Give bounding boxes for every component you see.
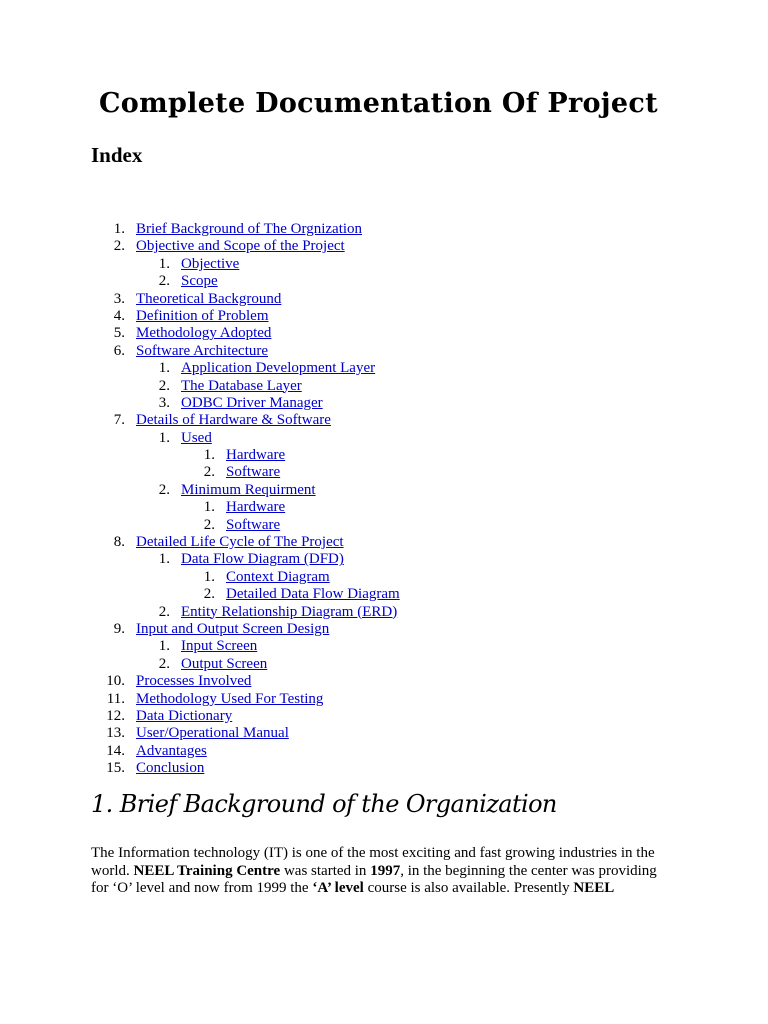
section-body <box>91 845 671 898</box>
toc-item <box>0 464 768 481</box>
toc-link[interactable]: Conclusion <box>136 760 205 777</box>
toc-item <box>0 291 768 308</box>
toc-link[interactable]: Brief Background of The Orgnization <box>136 221 363 237</box>
toc-item <box>0 673 768 690</box>
toc-item-number: 11. <box>106 690 125 707</box>
document-title: Complete Documentation Of Project <box>99 88 658 119</box>
toc-item <box>0 447 768 464</box>
toc-item-number: 2. <box>203 516 215 533</box>
toc-link[interactable]: Detailed Life Cycle of The Project <box>136 534 344 551</box>
body-text-run: course is also available. Presently <box>363 880 574 896</box>
toc-link[interactable]: Data Flow Diagram (DFD) <box>181 551 344 568</box>
toc-link[interactable]: Used <box>181 429 212 446</box>
toc-link[interactable]: Hardware <box>226 447 286 464</box>
toc-item-number: 1. <box>203 499 215 516</box>
toc-link[interactable]: Objective <box>181 255 240 272</box>
toc-link[interactable]: Data Dictionary <box>136 707 233 724</box>
toc-item-number: 12. <box>106 707 125 724</box>
toc-item <box>0 308 768 325</box>
index-heading: Index <box>91 143 143 167</box>
toc-item-number: 8. <box>113 534 125 551</box>
toc-item <box>0 569 768 586</box>
toc-item <box>0 604 768 621</box>
toc-item <box>0 760 768 777</box>
toc-item-number: 1. <box>158 638 170 655</box>
toc-item <box>0 221 768 238</box>
toc-item <box>0 482 768 499</box>
course-level: ‘A’ level <box>312 880 364 896</box>
org-short-name: NEEL <box>573 880 615 896</box>
toc-item-number: 2. <box>158 603 170 620</box>
toc-item-number: 10. <box>106 673 125 690</box>
toc-item-number: 2. <box>158 481 170 498</box>
toc-item-number: 1. <box>158 429 170 446</box>
toc-link[interactable]: The Database Layer <box>181 377 302 394</box>
toc-link[interactable]: Methodology Used For Testing <box>136 690 324 707</box>
toc-item-number: 2. <box>203 464 215 481</box>
toc-item <box>0 517 768 534</box>
toc-item <box>0 273 768 290</box>
toc-link[interactable]: Theoretical Background <box>136 290 282 307</box>
table-of-contents <box>0 221 768 778</box>
toc-item-number: 1. <box>158 551 170 568</box>
toc-item-number: 1. <box>113 221 125 237</box>
toc-link[interactable]: ODBC Driver Manager <box>181 394 323 411</box>
toc-link[interactable]: Methodology Adopted <box>136 325 272 342</box>
org-name: NEEL Training Centre <box>133 862 281 879</box>
toc-item-number: 7. <box>113 412 125 429</box>
toc-link[interactable]: Software <box>226 464 281 481</box>
toc-item <box>0 256 768 273</box>
toc-item <box>0 638 768 655</box>
toc-item <box>0 238 768 255</box>
section-heading: 1. Brief Background of the Organization <box>91 790 557 818</box>
toc-link[interactable]: Detailed Data Flow Diagram <box>226 586 400 603</box>
toc-link[interactable]: Input and Output Screen Design <box>136 620 330 637</box>
toc-item-number: 2. <box>158 377 170 394</box>
toc-link[interactable]: Application Development Layer <box>181 360 376 377</box>
toc-link[interactable]: User/Operational Manual <box>136 725 289 742</box>
toc-item-number: 9. <box>113 620 125 637</box>
toc-item-number: 2. <box>113 238 125 255</box>
toc-item-number: 3. <box>158 394 170 411</box>
body-text-run: The Information technology (IT) is one of the most exciting and fast growing industries in the world. <box>91 845 655 879</box>
toc-item-number: 1. <box>158 255 170 272</box>
toc-item-number: 3. <box>113 290 125 307</box>
toc-item <box>0 691 768 708</box>
toc-item <box>0 534 768 551</box>
toc-link[interactable]: Software <box>226 516 281 533</box>
founding-year: 1997 <box>370 862 401 879</box>
toc-item <box>0 325 768 342</box>
toc-link[interactable]: Entity Relationship Diagram (ERD) <box>181 603 398 620</box>
toc-item <box>0 360 768 377</box>
toc-item-number: 1. <box>203 447 215 464</box>
toc-link[interactable]: Minimum Requirment <box>181 481 316 498</box>
toc-item-number: 13. <box>106 725 125 742</box>
body-text-run: was started in <box>280 862 371 879</box>
toc-item-number: 4. <box>113 307 125 324</box>
toc-item <box>0 725 768 742</box>
toc-item <box>0 499 768 516</box>
toc-item-number: 6. <box>113 342 125 359</box>
toc-item <box>0 621 768 638</box>
toc-link[interactable]: Scope <box>181 273 218 290</box>
toc-link[interactable]: Details of Hardware & Software <box>136 412 331 429</box>
toc-link[interactable]: Output Screen <box>181 655 268 672</box>
toc-link[interactable]: Context Diagram <box>226 568 330 585</box>
toc-item <box>0 430 768 447</box>
toc-item-number: 2. <box>158 273 170 290</box>
toc-link[interactable]: Advantages <box>136 742 207 759</box>
toc-link[interactable]: Input Screen <box>181 638 258 655</box>
toc-item <box>0 343 768 360</box>
toc-item <box>0 743 768 760</box>
toc-item-number: 2. <box>158 655 170 672</box>
toc-link[interactable]: Software Architecture <box>136 342 269 359</box>
toc-item-number: 2. <box>203 586 215 603</box>
toc-item <box>0 656 768 673</box>
toc-item <box>0 412 768 429</box>
toc-link[interactable]: Objective and Scope of the Project <box>136 238 345 255</box>
toc-item-number: 5. <box>113 325 125 342</box>
toc-item <box>0 395 768 412</box>
toc-item <box>0 378 768 395</box>
toc-item <box>0 708 768 725</box>
toc-item-number: 15. <box>106 760 125 777</box>
toc-item-number: 1. <box>203 568 215 585</box>
toc-item <box>0 586 768 603</box>
toc-link[interactable]: Definition of Problem <box>136 307 269 324</box>
toc-item <box>0 551 768 568</box>
body-text-run: , in the beginning the center was providing for ‘O’ level and now from 1999 the <box>91 862 657 896</box>
toc-link[interactable]: Processes Involved <box>136 673 252 690</box>
toc-link[interactable]: Hardware <box>226 499 286 516</box>
toc-item-number: 14. <box>106 742 125 759</box>
toc-item-number: 1. <box>158 360 170 377</box>
